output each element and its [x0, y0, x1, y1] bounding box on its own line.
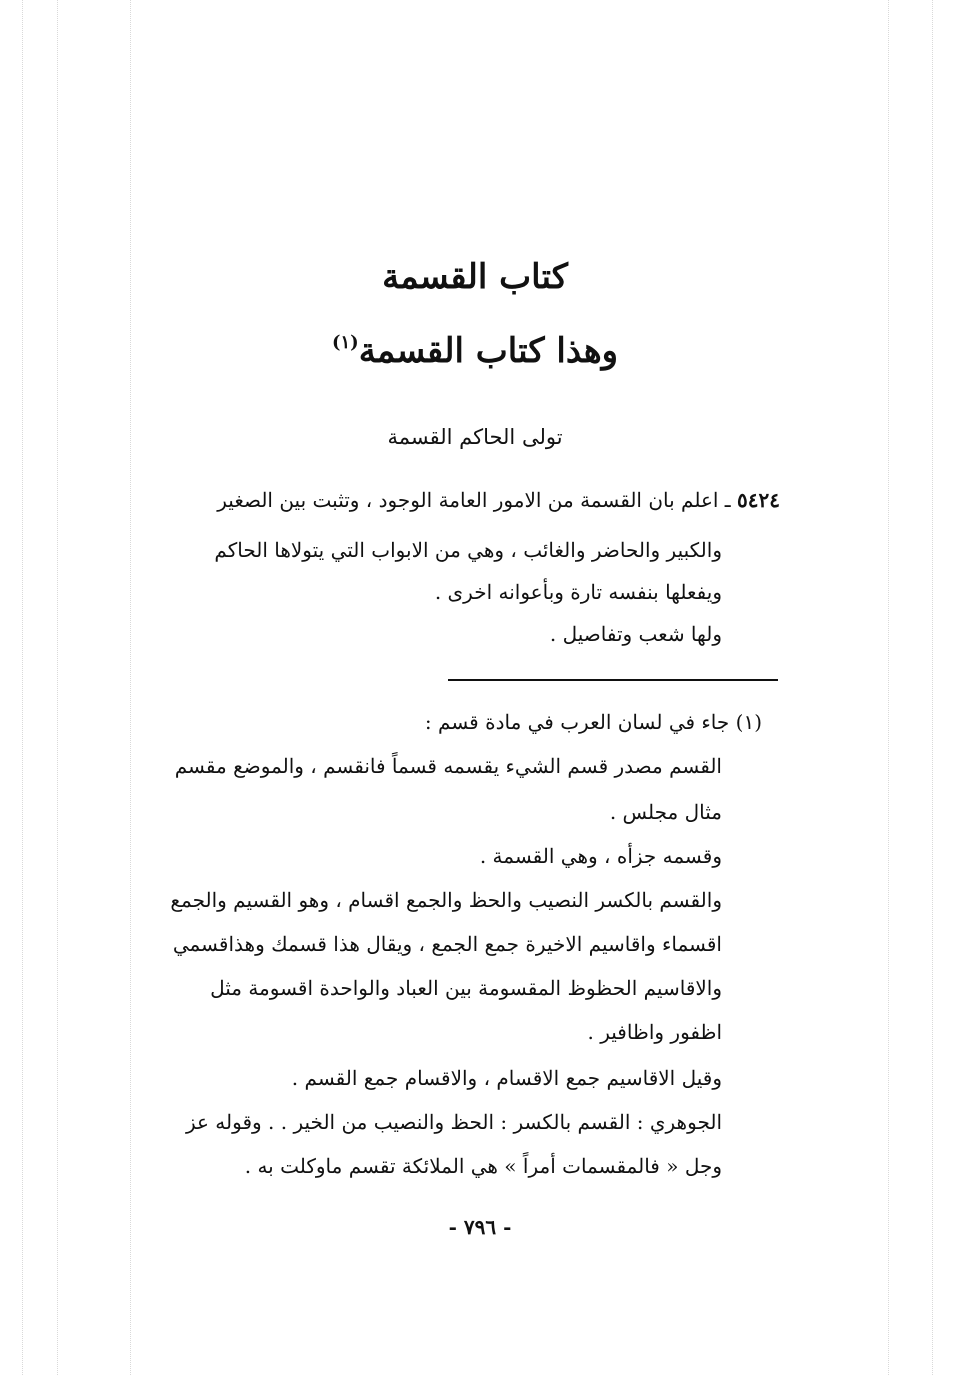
footnote-line: (١) جاء في لسان العرب في مادة قسم :: [424, 710, 762, 734]
page-number: - ٧٩٦ -: [448, 1215, 512, 1239]
paragraph-first-line: [170, 480, 780, 520]
footnote-line: والقسم بالكسر النصيب والحظ والجمع اقسام ، وهو القسيم والجمع: [170, 888, 722, 912]
scan-artifact-line: [888, 0, 889, 1375]
footnote-line: وجل « فالمقسمات أمراً » هي الملائكة تقسم ماوكلت به .: [244, 1154, 722, 1178]
footnote-reference-mark: (١): [331, 332, 359, 353]
paragraph-line: ولها شعب وتفاصيل .: [549, 622, 722, 646]
scan-artifact-line: [57, 0, 58, 1375]
paragraph-first-line-text: ـ اعلم بان القسمة من الامور العامة الوجود ، وتثبت بين الصغير: [217, 488, 731, 512]
footnote-separator: [448, 679, 778, 681]
section-heading: تولى الحاكم القسمة: [387, 425, 563, 449]
footnote-line: اظفور واظافير .: [587, 1020, 722, 1044]
paragraph-line: والكبير والحاضر والغائب ، وهي من الابواب التي يتولاها الحاكم: [214, 538, 722, 562]
book-subtitle: [250, 318, 700, 376]
footnote-line: اقسماء واقاسيم الاخيرة جمع الجمع ، ويقال هذا قسمك وهذاقسمي: [172, 932, 722, 956]
footnote-line: القسم مصدر قسم الشيء يقسمه قسماً فانقسم ، والموضع مقسم: [174, 754, 722, 778]
footnote-line: وقسمه جزأه ، وهي القسمة .: [479, 844, 722, 868]
footnote-line: مثال مجلس .: [609, 800, 722, 824]
book-title: كتاب القسمة: [382, 257, 568, 297]
book-subtitle-text: وهذا كتاب القسمة: [358, 331, 619, 371]
scan-artifact-line: [130, 0, 131, 1375]
footnote-line: والاقاسيم الحظوظ المقسومة بين العباد والواحدة اقسومة مثل: [210, 976, 722, 1000]
footnote-line: الجوهري : القسم بالكسر : الحظ والنصيب من الخير . . وقوله عز: [185, 1110, 722, 1134]
scan-artifact-line: [22, 0, 23, 1375]
paragraph-number: ٥٤٢٤: [737, 488, 780, 512]
scan-artifact-line: [932, 0, 933, 1375]
paragraph-line: ويفعلها بنفسه تارة وبأعوانه اخرى .: [434, 580, 722, 604]
footnote-line: وقيل الاقاسيم جمع الاقسام ، والاقسام جمع القسم .: [291, 1066, 722, 1090]
